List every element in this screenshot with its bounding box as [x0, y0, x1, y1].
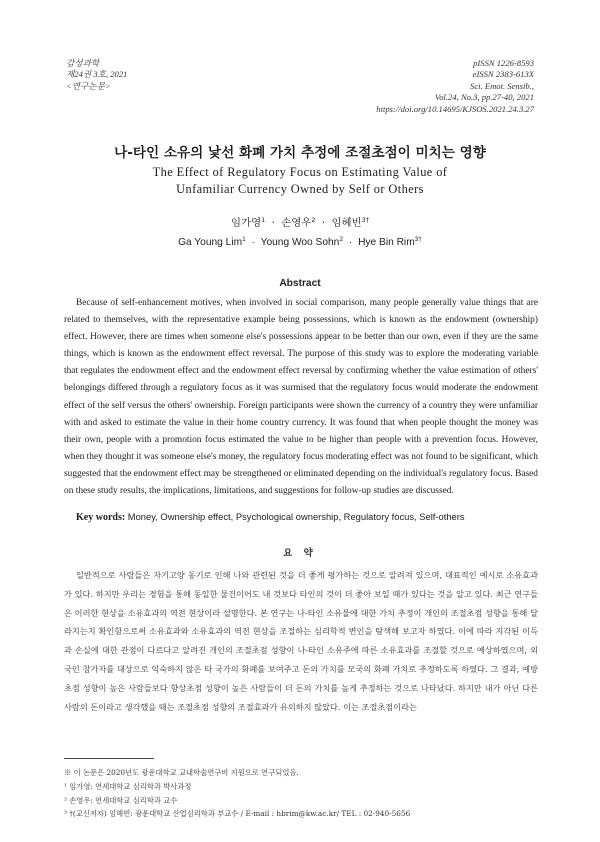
authors-english	[0, 236, 600, 248]
keywords-list: Money, Ownership effect, Psychological ownership, Regulatory focus, Self-others	[127, 511, 465, 522]
author-separator: ·	[348, 237, 353, 248]
summary-heading: 요 약	[283, 548, 317, 559]
eissn: eISSN 2383-613X	[472, 69, 534, 80]
author-separator: ·	[251, 237, 255, 248]
abstract-body: Because of self-enhancement motives, when involved in social comparison, many people generally value things that are related to themselves, with the representative example being possessions, which is known as the endowment (ownership) effect. However, there are times when someone else's possessions appear to be better than our own, even if they are the same things, which is known as the endowment effect reversal. The purpose of this study was to explore the moderating variable that regulates the endowment effect and the endowment effect reversal by confirming whether the value estimation of others' belongings differed through a regulatory focus as it was surmised that the regulatory focus would moderate the endowment effect of the self versus the others' ownership. Foreign participants were shown the currency of a country they were unfamiliar with and asked to estimate the value in their home country currency. It was found that when people thought the money was their own, people with a promotion focus estimated the value to be higher than people with a prevention focus. However, when they thought it was someone else's money, the regulatory focus moderating effect was not found to be significant, which suggested that the endowment effect may be strengthened or eliminated depending on the individual's regulatory focus. Based on these study results, the implications, limitations, and suggestions for follow-up studies are discussed.	[64, 298, 538, 497]
keywords	[76, 511, 536, 523]
volume-pages: Vol.24, No.3, pp.27-40, 2021	[434, 92, 534, 103]
journal-name: 감성과학	[66, 58, 100, 68]
funding-note: ※ 이 논문은 2020년도 광운대학교 교내학술연구비 지원으로 연구되었음.	[64, 768, 299, 777]
footnote-corresponding-author: ³ †(교신저자) 임혜빈: 광운대학교 산업심리학과 부교수 / E-mail : hbrim@kw.ac.kr/ TEL : 02-940-5656	[64, 809, 411, 819]
journal-header-left	[66, 58, 127, 92]
author-separator: ·	[321, 217, 326, 229]
author-affiliation-mark: 1	[261, 216, 266, 224]
author-name: 임가영	[231, 217, 262, 229]
author-name: 손영우	[281, 217, 312, 229]
author-affiliation-mark: 3†	[361, 216, 369, 224]
keywords-label: Key words:	[76, 512, 126, 523]
author-separator: ·	[271, 217, 275, 229]
abstract-heading: Abstract	[279, 278, 321, 289]
journal-abbrev: Sci. Emot. Sensib.,	[470, 80, 534, 91]
title-korean: 나-타인 소유의 낯선 화폐 가치 추정에 조절초점이 미치는 영향	[114, 145, 486, 161]
footnote-divider	[64, 758, 154, 759]
footnote-author-2: ² 손영우: 연세대학교 심리학과 교수	[64, 795, 178, 805]
author-affiliation-mark: 2	[311, 216, 316, 224]
footnotes	[64, 766, 538, 821]
title-english	[0, 164, 600, 198]
author-name: Ga Young Lim	[178, 237, 243, 248]
author-name: 임혜빈	[331, 217, 362, 229]
journal-header-right	[376, 58, 534, 115]
title-english-line1: The Effect of Regulatory Focus on Estimating Value of	[152, 165, 448, 179]
author-name: Hye Bin Rim	[358, 237, 415, 248]
author-name: Young Woo Sohn	[260, 237, 340, 248]
author-affiliation-mark: 2	[339, 236, 343, 243]
title-english-line2: Unfamiliar Currency Owned by Self or Others	[176, 182, 424, 196]
pissn: pISSN 1226-8593	[473, 58, 534, 68]
summary-body: 일반적으로 사람들은 자기고양 동기로 인해 나와 관련된 것을 더 좋게 평가하는 것으로 알려져 있으며, 대표적인 예시로 소유효과가 있다. 하지만 우리는 경험을 통해 동일한 물건이어도 내 것보다 타인의 것이 더 좋아 보일 때가 있다는 것을 알고 있다. 최근 연구들은 이러한 현상을 소유효과의 역전 현상이라 설명한다. 본 연구는 나-타인 소유물에 대한 가치 추정이 개인의 조절초점 성향을 통해 달라지는지 확인함으로써 소유효과와 소유효과의 역전 현상을 조절하는 심리학적 변인을 탐색해 보고자 하였다. 이에 따라 지각된 이득과 손실에 대한 관점이 다르다고 알려진 개인의 조절초점 성향이 나-타인 소유주에 따른 소유효과를 조절할 것으로 예상하였으며, 외국인 참가자를 대상으로 익숙하지 않은 타 국가의 화폐를 보여주고 돈의 가치를 모국의 화폐 가치로 추정하도록 하였다. 그 결과, 예방초점 성향이 높은 사람들보다 향상초점 성향이 높은 사람들이 더 돈의 가치를 높게 추정하는 것으로 나타났다. 하지만 내가 아닌 다른 사람의 돈이라고 생각했을 때는 조절초점 성향의 조절효과가 유의하지 않았다. 이는 조절초점이라는	[64, 570, 538, 712]
author-affiliation-mark: 3†	[414, 236, 422, 243]
doi-link[interactable]: https://doi.org/10.14695/KJSOS.2021.24.3.27	[376, 103, 534, 114]
authors-korean	[0, 214, 600, 229]
author-affiliation-mark: 1	[242, 236, 246, 243]
footnote-author-1: ¹ 임가영: 연세대학교 심리학과 박사과정	[64, 781, 192, 791]
article-type: <연구논문>	[66, 80, 111, 91]
journal-volume: 제24권 3호, 2021	[66, 69, 128, 80]
